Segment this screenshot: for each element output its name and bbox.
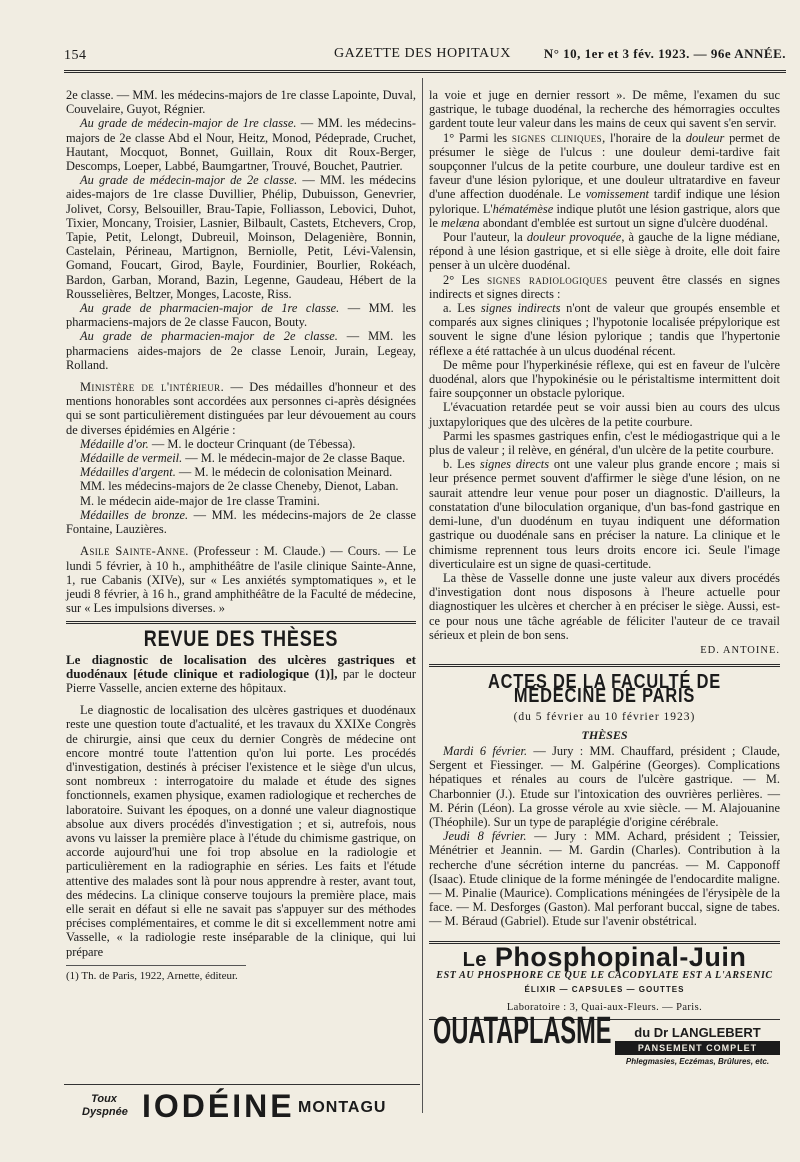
ouataplasme-ad bbox=[429, 1010, 780, 1074]
paragraph bbox=[429, 230, 780, 273]
paragraph: MM. les médecins-majors de 2e classe Cheneby, Dienot, Laban. bbox=[80, 479, 399, 494]
text-run: 2° Les bbox=[443, 272, 488, 287]
text-run: n'ont de valeur que groupés ensemble et comparés aux signes cliniques ; l'hypotonie localisée prépylorique est souvent le signe d'une lésion pylorique ; tandis que l'hypertonie réflexe a été rattachée à un ulcus duodénal récent. bbox=[429, 301, 781, 358]
ad-tagline: EST AU PHOSPHORE CE QUE LE CACODYLATE EST A L'ARSENIC bbox=[436, 969, 773, 981]
paragraph bbox=[429, 457, 780, 571]
paragraph: L'évacuation retardée peut se voir aussi bien au cours des ulcus juxtapyloriques que des ulcères de la petite courbure. bbox=[429, 400, 780, 429]
paragraph-text: — MM. les médecins aides-majors de 1re classe Duvillier, Phélip, Dubuisson, Genevrier, Jolivet, Corsy, Belsouiller, Brau-Tapie, Folliasson, Lebovici, Duhot, Tixier, Moncany, Troisier, Lasnier, Bilbault, Castets, Etchevers, Crop, Tapie, Petit, Lelongt, Dubreuil, Moinson, Delagenière, Bonnin, Castelain, Périneau, Martignon, Berniolle, Petit, Lévi-Valensin, Gomand, Foucart, Girod, Bayle, Fourdinier, Bourlier, Rokéach, Bardon, Garban, Morand, Bazin, Legenne, Gaudeau, Hébert de la Rousselières, Beltzer, Monges, Lacoste, Riss. bbox=[66, 173, 416, 301]
text-run: tardif indique une lésion pylorique. L' bbox=[429, 187, 780, 216]
paragraph bbox=[429, 744, 780, 829]
paragraph-text: — Des médailles d'honneur et des mentions honorables sont accordées aux personnes ci-après désignées qui se sont particulièrement distinguées par leur dévouement au cours de diverses épidémies en Algérie : bbox=[66, 380, 416, 437]
paragraph-text: — MM. les pharmaciens-majors de 2e classe Faucon, Bouty. bbox=[66, 301, 416, 330]
ad-brand: IODÉINE bbox=[142, 1088, 295, 1124]
column-separator bbox=[422, 78, 423, 1113]
issue-info: N° 10, 1er et 3 fév. 1923. — 96e ANNÉE. bbox=[543, 46, 786, 61]
text-run: 1° Parmi les bbox=[443, 130, 512, 145]
section-rule bbox=[429, 664, 780, 667]
page-number: 154 bbox=[64, 48, 87, 63]
text-run: , à gauche de la ligne médiane, répond à une lésion gastrique, et si elle siège à droite, elle doit faire penser à un ulcère duodénal. bbox=[429, 230, 780, 273]
paragraph bbox=[66, 465, 416, 479]
text-run: signes radiologiques bbox=[487, 272, 608, 287]
text-run: b. Les bbox=[443, 457, 480, 472]
date-range: (du 5 février au 10 février 1923) bbox=[513, 710, 696, 723]
paragraph: M. le médecin aide-major de 1re classe Tramini. bbox=[80, 493, 320, 508]
grade-heading: Au grade de pharmacien-major de 2e classe. bbox=[80, 329, 338, 344]
paragraph-text: (Professeur : M. Claude.) — Cours. — Le lundi 5 février, à 10 h., amphithéâtre de l'asile clinique Sainte-Anne, 1, rue Cabanis (XIVe), sur « Les anxiétés symptomatiques », et le jeudi 8 février, à 16 h., grand amphithéâtre de la Faculté de médecine, sur « Les impulsions diverses. » bbox=[66, 544, 417, 616]
text-run: a. Les bbox=[443, 301, 481, 316]
paragraph bbox=[66, 301, 416, 329]
paragraph-text: — M. le docteur Crinquant (de Tébessa). bbox=[148, 436, 356, 451]
text-run: vomissement bbox=[585, 187, 650, 202]
text-run: melæna bbox=[441, 215, 480, 230]
section-title: REVUE DES THÈSES bbox=[143, 626, 339, 652]
paragraph bbox=[66, 508, 416, 536]
right-column bbox=[429, 88, 780, 1074]
text-run: Pour l'auteur, la bbox=[443, 230, 527, 245]
text-run: ont une valeur plus grande encore ; mais si leur présence permet souvent d'affirmer le siège d'une lésion, on ne saurait attendre leur venue pour poser un diagnostic. D'ailleurs, la constatation d'une biloculation organique, d'un bas-fond gastrique en demi-lune, d'un duodénum en tuyau indiquent une déformation gastrique ou duodénale sans en préciser la nature. La clinique et le chimisme reprennent tous leurs droits encore ici. Seule l'image diverticulaire est un signe de quasi-certitude. bbox=[429, 457, 780, 571]
thesis-heading bbox=[66, 653, 416, 696]
text-run: signes cliniques bbox=[511, 130, 603, 145]
paragraph bbox=[66, 437, 416, 451]
text-run: signes indirects bbox=[480, 301, 561, 316]
paragraph bbox=[66, 173, 416, 301]
text-run: signes directs bbox=[479, 457, 550, 472]
session-date: Jeudi 8 février. bbox=[443, 829, 527, 844]
section-title: ACTES DE LA FACULTÉ DE MÉDECINE DE PARIS bbox=[487, 671, 722, 708]
medal-heading: Médaille de vermeil. bbox=[80, 451, 183, 466]
paragraph: De même pour l'hyperkinésie réflexe, qui est en faveur de l'ulcère duodénal, alors que l'hypokinésie ou le péristaltisme intermittent doit faire soupçonner un obstacle pylorique. bbox=[429, 357, 780, 401]
paragraph-text: — MM. les pharmaciens aides-majors de 2e classe Lenoir, Jurain, Legeay, Rolland. bbox=[66, 329, 416, 372]
paragraph-text: — Jury : MM. Achard, président ; Teissier, Ménétrier et Jeannin. — M. Gardin (Charles). Contribution à la recherche d'une sécrétion interne du pancréas. — M. Capponoff (Isaac). Etude clinique de la forme méningée de l'endocardite maligne. — M. Pinalie (Maurice). Complications méningées de l'érysipèle de la face. — M. Desforges (Gaston). Mal perforant buccal, signe de tabes. — M. Béraud (Gabriel). Etude sur l'avenir obstétrical. bbox=[429, 829, 780, 929]
journal-title: GAZETTE DES HOPITAUX bbox=[334, 46, 511, 61]
text-run: abondant d'emblée est surtout un signe d'ulcère duodénal. bbox=[479, 215, 768, 230]
text-run: , l'horaire de la bbox=[602, 130, 686, 145]
page-header bbox=[64, 46, 786, 68]
ad-product-name bbox=[429, 941, 780, 972]
grade-heading: Au grade de médecin-major de 2e classe. bbox=[80, 173, 298, 188]
paragraph bbox=[429, 829, 780, 928]
thesis-title: Le diagnostic de localisation des ulcères gastriques et duodénaux [étude clinique et radiologique (1)], bbox=[66, 651, 416, 681]
thesis-author: par le docteur Pierre Vasselle, ancien externe des hôpitaux. bbox=[66, 666, 417, 695]
section-rule bbox=[66, 621, 416, 624]
ad-kit: PANSEMENT COMPLET bbox=[615, 1041, 780, 1055]
section-lead: Ministère de l'intérieur. bbox=[80, 380, 225, 395]
paragraph-text: — M. le médecin-major de 2e classe Baque. bbox=[182, 451, 406, 466]
paragraph: la voie et juge en dernier ressort ». De même, l'examen du suc gastrique, le tubage duodénal, la recherche des hémorragies occultes gardent toute leur valeur dans les mains de ceux qui savent s'en servir. bbox=[429, 88, 780, 131]
paragraph bbox=[429, 273, 780, 301]
ad-details bbox=[615, 1026, 780, 1069]
paragraph bbox=[66, 544, 416, 615]
ad-maker: MONTAGU bbox=[298, 1099, 387, 1116]
grade-heading: Au grade de pharmacien-major de 1re classe. bbox=[80, 301, 340, 316]
paragraph: 2e classe. — MM. les médecins-majors de 1re classe Lapointe, Duval, Couvelaire, Guyot, Régnier. bbox=[66, 88, 416, 117]
ad-doctor: du Dr LANGLEBERT bbox=[634, 1025, 761, 1041]
text-run: douleur bbox=[685, 130, 725, 145]
paragraph: La thèse de Vasselle donne une juste valeur aux divers procédés d'investigation dont nous disposons à l'heure actuelle pour diagnostiquer les ulcères et chercher à en préciser le siège. Aussi, est-ce pour nous une tâche agréable de féliciter l'auteur de ce travail sérieux et plein de bon sens. bbox=[429, 570, 780, 642]
ad-article: Le bbox=[462, 948, 487, 971]
ad-forms: ÉLIXIR — CAPSULES — GOUTTES bbox=[524, 984, 685, 994]
text-run: indique plutôt une lésion gastrique, alors que le bbox=[429, 201, 780, 230]
section-lead: Asile Sainte-Anne. bbox=[80, 544, 189, 559]
text-run: douleur provoquée bbox=[526, 230, 622, 245]
header-rule bbox=[64, 70, 786, 73]
text-run: peuvent être classés en signes indirects et signes directs : bbox=[429, 272, 780, 301]
paragraph bbox=[66, 116, 416, 173]
text-run: permet de présumer le siège de l'ulcus : une douleur demi-tardive fait soupçonner l'ulcus de la petite courbure, une douleur tardive est en faveur d'une lésion pylorique, et une douleur ultratardive en faveur d'une affection duodénale. Le bbox=[429, 130, 780, 202]
ad-uses: Phlegmasies, Eczémas, Brûlures, etc. bbox=[625, 1056, 770, 1066]
footnote: (1) Th. de Paris, 1922, Arnette, éditeur. bbox=[66, 965, 246, 983]
medal-heading: Médailles de bronze. bbox=[80, 507, 189, 522]
iodeine-ad bbox=[64, 1084, 420, 1131]
session-date: Mardi 6 février. bbox=[443, 743, 528, 758]
paragraph bbox=[429, 131, 780, 230]
paragraph bbox=[429, 301, 780, 358]
medal-heading: Médailles d'argent. bbox=[80, 465, 176, 480]
author-signature: ED. ANTOINE. bbox=[700, 644, 780, 656]
ad-brand: OUATAPLASME bbox=[433, 1010, 612, 1053]
paragraph: Parmi les spasmes gastriques enfin, c'est le médiogastrique qui a le plus de valeur ; il relève, en général, d'un ulcère de la petite courbure. bbox=[429, 428, 780, 458]
paragraph bbox=[66, 451, 416, 465]
paragraph bbox=[66, 329, 416, 372]
text-run: hématémèse bbox=[492, 201, 554, 216]
medal-heading: Médaille d'or. bbox=[80, 436, 149, 451]
left-column bbox=[66, 88, 416, 983]
grade-heading: Au grade de médecin-major de 1re classe. bbox=[80, 116, 297, 131]
paragraph bbox=[66, 380, 416, 437]
ad-address: Laboratoire : 3, Quai-aux-Fleurs. — Paris. bbox=[429, 1001, 780, 1020]
phosphopinal-ad bbox=[429, 941, 780, 1021]
paragraph-text: — MM. les médecins-majors de 2e classe Fontaine, Lauzières. bbox=[66, 507, 416, 537]
paragraph-text: — MM. les médecins-majors de 2e classe Abd el Nour, Heitz, Monod, Pédeprade, Cruchet, Hautant, Mocquot, Bonnet, Guillain, Roux dit Roux-Berger, Descomps, Loeper, Labbé, Baumgartner, Trouvé, Bouchet, Pautrier. bbox=[66, 116, 416, 174]
paragraph-text: — M. le médecin de colonisation Meinard. bbox=[175, 465, 393, 480]
ad-brand: Phosphopinal-Juin bbox=[494, 941, 747, 972]
paragraph-text: — Jury : MM. Chauffard, président ; Claude, Sergent et Fiessinger. — M. Galpérine (Georges). Complications hépatiques et rénales au cours de l'ulcère gastrique. — M. Charbonnier (J.). Etude sur l'intoxication des ouvrières perlières. — M. Périn (Léon). La grosse vérole au xvie siècle. — M. Alajouanine (Théophile). Sur un type de paraplégie d'origine cérébrale. bbox=[429, 743, 780, 829]
ad-indication: Toux Dyspnée bbox=[82, 1093, 128, 1118]
paragraph: Le diagnostic de localisation des ulcères gastriques et duodénaux reste une question toute d'actualité, et les travaux du XXIXe Congrès de chirurgie, ainsi que ceux du dernier Congrès de médecine ont encore montré toute l'attention qu'on lui porte. Les procédés d'investigation, destinés à préciser l'existence et le siège d'un ulcus, sont nombreux : interrogatoire du malade et étude des signes fonctionnels, examen physique, examen radiologique et recherches de laboratoire. Suivant les époques, on a donné une valeur diagnostique absolue aux divers procédés d'investigation ; et si, autrefois, nous avons vu laisser la première place à l'étude du chimisme gastrique, on accorde aujourd'hui une foi trop absolue en la radiologie et particulièrement en la radiographie en séries. Les faits et l'étude attentive des malades sont là pour nous apprendre à rester, avant tout, des médecins. La clinique conserve toujours la première place, mais elle serait en défaut si elle ne savait pas s'appuyer sur des méthodes précises complémentaires, et comme le dit si excellemment notre ami Vasselle, « la radiologie reste inséparable de la clinique, qui lui prépare bbox=[66, 703, 416, 959]
theses-heading: THÈSES bbox=[581, 727, 628, 742]
